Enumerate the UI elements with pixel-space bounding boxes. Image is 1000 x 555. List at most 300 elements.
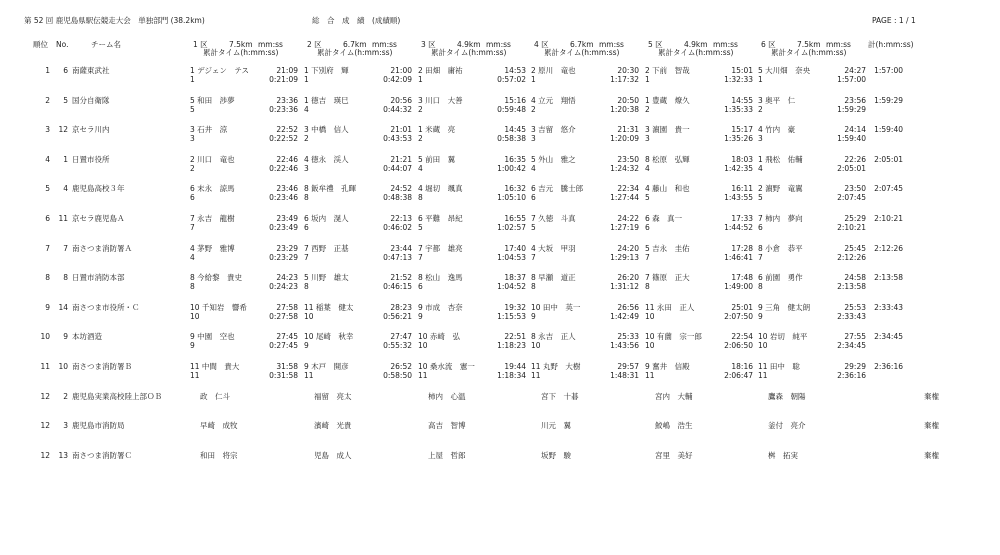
leg-cumulative-time: 2:13:58	[837, 282, 866, 292]
leg-cumulative-rank: 6	[304, 223, 309, 232]
team-name: 南さつま消防署Ｂ	[72, 362, 132, 371]
rank: 3	[45, 125, 50, 135]
leg-cumulative-rank: 3	[645, 134, 650, 144]
leg-time: 23:29	[276, 243, 298, 253]
leg-runner: 1 徳吉 瑛巳	[304, 95, 349, 105]
leg-time: 29:57	[617, 362, 639, 371]
leg-cumulative-time: 1:20:38	[610, 104, 639, 114]
leg-cumulative-rank: 9	[304, 341, 309, 351]
dns-runner: 宮内 大輔	[655, 391, 693, 401]
leg-cumulative-rank: 11	[758, 371, 768, 380]
leg-cumulative-time: 2:06:50	[724, 341, 753, 351]
leg-cumulative-rank: 3	[190, 134, 195, 144]
leg-runner: 5 吉永 圭佑	[645, 243, 690, 253]
leg-cumulative-time: 0:59:48	[497, 104, 526, 114]
team-name: 鹿児島高校３年	[72, 184, 125, 194]
rank: 5	[45, 184, 50, 194]
status-label: 棄権	[924, 450, 939, 460]
leg-time: 15:16	[504, 95, 526, 105]
leg-cumulative-time: 1:18:34	[497, 371, 526, 380]
leg-cumulative-rank: 7	[418, 252, 423, 262]
leg-cumulative-time: 0:31:58	[269, 371, 298, 380]
leg-time: 24:58	[844, 273, 866, 283]
leg-cumulative-rank: 8	[304, 282, 309, 292]
leg-time: 24:23	[276, 273, 298, 283]
leg-runner: 1 豊蔵 燎久	[645, 95, 690, 105]
leg-cumulative-rank: 3	[304, 163, 309, 173]
leg-time: 31:58	[276, 362, 298, 371]
team-name: 鹿児島市消防局	[72, 421, 125, 431]
leg-cumulative-rank: 7	[190, 223, 195, 232]
rank: 11	[40, 362, 50, 371]
team-number: 9	[63, 332, 68, 342]
leg-runner: 9 奮井 信殿	[645, 362, 690, 371]
rank: 7	[45, 243, 50, 253]
section-4-format: mm:ss	[599, 40, 624, 49]
leg-runner: 8 小倉 恭平	[758, 243, 803, 253]
dns-runner: 濱崎 光貴	[314, 421, 352, 431]
leg-cumulative-time: 1:05:10	[497, 193, 526, 203]
leg-cumulative-time: 1:04:52	[497, 282, 526, 292]
leg-cumulative-rank: 2	[190, 163, 195, 173]
leg-runner: 2 川口 竜也	[190, 154, 235, 164]
dns-runner: 釜付 亮介	[768, 421, 806, 431]
leg-cumulative-time: 1:42:35	[724, 163, 753, 173]
leg-time: 26:52	[390, 362, 412, 371]
leg-time: 17:48	[731, 273, 753, 283]
leg-cumulative-rank: 9	[190, 341, 195, 351]
team-name: 京セラ鹿児島Ａ	[72, 214, 125, 223]
leg-time: 22:13	[390, 214, 412, 223]
leg-runner: 11 永田 正人	[645, 302, 695, 312]
status-label: 棄権	[924, 421, 939, 431]
dns-runner: 柿内 心温	[428, 391, 466, 401]
leg-runner: 4 竹内 豪	[758, 125, 796, 135]
leg-runner: 3 吉留 悠介	[531, 125, 576, 135]
total-time: 2:36:16	[874, 362, 903, 371]
leg-time: 22:46	[276, 154, 298, 164]
team-name: 日置市消防本部	[72, 273, 125, 283]
leg-cumulative-time: 1:31:12	[610, 282, 639, 292]
leg-cumulative-rank: 10	[758, 341, 768, 351]
section-6-label: 6 区	[761, 40, 776, 49]
leg-runner: 4 立元 翔悟	[531, 95, 576, 105]
leg-cumulative-rank: 1	[758, 75, 763, 84]
leg-cumulative-rank: 9	[758, 311, 763, 321]
leg-runner: 6 平難 昂紀	[418, 214, 463, 223]
leg-runner: 2 濵野 竜翼	[758, 184, 803, 194]
leg-cumulative-rank: 11	[304, 371, 314, 380]
leg-runner: 10 桑水流 憲一	[418, 362, 475, 371]
leg-cumulative-rank: 3	[758, 134, 763, 144]
leg-cumulative-time: 1:48:31	[610, 371, 639, 380]
section-2-cumulative-header: 累計タイム(h:mm:ss)	[317, 48, 393, 57]
leg-cumulative-time: 0:58:50	[383, 371, 412, 380]
leg-cumulative-rank: 9	[531, 311, 536, 321]
leg-cumulative-rank: 2	[418, 104, 423, 114]
leg-time: 24:20	[617, 243, 639, 253]
leg-cumulative-rank: 10	[645, 311, 655, 321]
leg-runner: 1 飛松 佑輔	[758, 154, 803, 164]
leg-cumulative-time: 1:35:33	[724, 104, 753, 114]
leg-runner: 11 田中 聡	[758, 362, 800, 371]
team-number: 11	[58, 214, 68, 223]
leg-cumulative-time: 2:33:43	[837, 311, 866, 321]
leg-runner: 5 外山 雅之	[531, 154, 576, 164]
total-time: 2:13:58	[874, 273, 903, 283]
dns-runner: 鮫嶋 浩生	[655, 421, 693, 431]
leg-cumulative-time: 1:27:19	[610, 223, 639, 232]
leg-cumulative-rank: 6	[531, 193, 536, 203]
leg-runner: 4 藤山 和也	[645, 184, 690, 194]
rank: 12	[40, 450, 50, 460]
leg-cumulative-rank: 4	[190, 252, 195, 262]
leg-cumulative-time: 0:22:46	[269, 163, 298, 173]
rank: 10	[40, 332, 50, 342]
leg-cumulative-time: 0:22:52	[269, 134, 298, 144]
leg-runner: 8 永吉 正人	[531, 332, 576, 342]
leg-runner: 2 原川 竜也	[531, 66, 576, 75]
dns-runner: 坂野 駿	[541, 450, 571, 460]
total-time: 2:33:43	[874, 302, 903, 312]
leg-cumulative-rank: 4	[304, 104, 309, 114]
section-4-label: 4 区	[534, 40, 549, 49]
leg-time: 20:56	[390, 95, 412, 105]
leg-runner: 6 坂内 滉人	[304, 214, 349, 223]
leg-runner: 11 中間 貴大	[190, 362, 240, 371]
leg-cumulative-rank: 4	[645, 163, 650, 173]
leg-cumulative-rank: 8	[531, 282, 536, 292]
rank: 6	[45, 214, 50, 223]
leg-time: 22:34	[617, 184, 639, 194]
leg-runner: 10 有薗 宗一郎	[645, 332, 702, 342]
leg-time: 18:16	[731, 362, 753, 371]
leg-time: 22:52	[276, 125, 298, 135]
leg-cumulative-rank: 4	[531, 163, 536, 173]
team-name: 南さつま消防署Ｃ	[72, 450, 132, 460]
leg-cumulative-rank: 2	[645, 104, 650, 114]
leg-runner: 1 米蔵 亮	[418, 125, 456, 135]
leg-time: 23:56	[844, 95, 866, 105]
leg-time: 21:00	[390, 66, 412, 75]
leg-cumulative-time: 1:59:29	[837, 104, 866, 114]
leg-time: 23:46	[276, 184, 298, 194]
leg-cumulative-rank: 11	[418, 371, 428, 380]
leg-cumulative-rank: 10	[418, 341, 428, 351]
leg-time: 19:32	[504, 302, 526, 312]
leg-cumulative-time: 1:17:32	[610, 75, 639, 84]
leg-time: 14:45	[504, 125, 526, 135]
leg-cumulative-time: 2:05:01	[837, 163, 866, 173]
rank: 12	[40, 421, 50, 431]
leg-cumulative-rank: 4	[758, 163, 763, 173]
section-2-label: 2 区	[307, 40, 322, 49]
leg-time: 17:33	[731, 214, 753, 223]
leg-cumulative-time: 0:24:23	[269, 282, 298, 292]
leg-runner: 6 吉元 騰士郎	[531, 184, 584, 194]
leg-cumulative-rank: 5	[645, 193, 650, 203]
section-5-label: 5 区	[648, 40, 663, 49]
team-name: 南さつま市役所・Ｃ	[72, 302, 140, 312]
leg-cumulative-rank: 11	[645, 371, 655, 380]
dns-runner: 桝 拓実	[768, 450, 798, 460]
leg-cumulative-time: 1:27:44	[610, 193, 639, 203]
leg-cumulative-time: 0:57:02	[497, 75, 526, 84]
dns-runner: 高吉 智博	[428, 421, 466, 431]
leg-cumulative-time: 0:55:32	[383, 341, 412, 351]
leg-cumulative-time: 0:23:36	[269, 104, 298, 114]
leg-runner: 7 篠原 正大	[645, 273, 690, 283]
leg-time: 23:50	[844, 184, 866, 194]
leg-runner: 11 稲葉 健太	[304, 302, 354, 312]
leg-time: 27:45	[276, 332, 298, 342]
leg-runner: 4 茅野 雅博	[190, 243, 235, 253]
dns-runner: 宮里 美好	[655, 450, 693, 460]
leg-cumulative-rank: 6	[418, 282, 423, 292]
leg-time: 25:53	[844, 302, 866, 312]
leg-runner: 5 川野 雄太	[304, 273, 349, 283]
page-number: PAGE : 1 / 1	[872, 16, 916, 25]
leg-cumulative-time: 1:59:40	[837, 134, 866, 144]
rank: 12	[40, 391, 50, 401]
leg-cumulative-time: 1:46:41	[724, 252, 753, 262]
team-name: 南さつま消防署Ａ	[72, 243, 132, 253]
leg-runner: 1 下別府 輝	[304, 66, 349, 75]
leg-time: 19:44	[504, 362, 526, 371]
leg-runner: 9 市成 杏奈	[418, 302, 463, 312]
section-5-format: mm:ss	[713, 40, 738, 49]
section-3-format: mm:ss	[486, 40, 511, 49]
leg-cumulative-time: 2:07:45	[837, 193, 866, 203]
team-number: 6	[63, 66, 68, 75]
leg-time: 22:26	[844, 154, 866, 164]
leg-cumulative-rank: 8	[418, 193, 423, 203]
leg-time: 24:22	[617, 214, 639, 223]
leg-time: 15:17	[731, 125, 753, 135]
total-time: 1:57:00	[874, 66, 903, 75]
team-number: 7	[63, 243, 68, 253]
dns-runner: 和田 将宗	[200, 450, 238, 460]
leg-time: 24:52	[390, 184, 412, 194]
leg-time: 26:56	[617, 302, 639, 312]
leg-cumulative-rank: 10	[531, 341, 541, 351]
rank: 4	[45, 154, 50, 164]
leg-cumulative-rank: 6	[758, 223, 763, 232]
section-6-format: mm:ss	[826, 40, 851, 49]
leg-cumulative-time: 0:44:07	[383, 163, 412, 173]
leg-cumulative-rank: 8	[304, 193, 309, 203]
leg-runner: 10 岩切 純平	[758, 332, 808, 342]
leg-runner: 7 宇都 雄亮	[418, 243, 463, 253]
leg-runner: 4 徳永 渓人	[304, 154, 349, 164]
leg-runner: 3 川口 大善	[418, 95, 463, 105]
leg-cumulative-time: 1:29:13	[610, 252, 639, 262]
leg-runner: 5 大川畑 奈央	[758, 66, 811, 75]
leg-cumulative-time: 2:07:50	[724, 311, 753, 321]
total-time: 1:59:40	[874, 125, 903, 135]
leg-time: 25:45	[844, 243, 866, 253]
leg-cumulative-rank: 1	[304, 75, 309, 84]
leg-runner: 1 デジェン テス	[190, 66, 250, 75]
section-5-distance: 4.9km	[684, 40, 708, 49]
leg-cumulative-time: 0:58:38	[497, 134, 526, 144]
leg-time: 20:50	[617, 95, 639, 105]
leg-cumulative-time: 1:49:00	[724, 282, 753, 292]
leg-cumulative-time: 0:44:32	[383, 104, 412, 114]
dns-runner: 上屋 哲郎	[428, 450, 466, 460]
leg-cumulative-rank: 7	[758, 252, 763, 262]
leg-cumulative-rank: 10	[645, 341, 655, 351]
section-1-format: mm:ss	[258, 40, 283, 49]
rank: 8	[45, 273, 50, 283]
team-number: 4	[63, 184, 68, 194]
leg-cumulative-time: 1:00:42	[497, 163, 526, 173]
leg-time: 23:44	[390, 243, 412, 253]
leg-cumulative-time: 1:43:56	[610, 341, 639, 351]
leg-cumulative-time: 2:06:47	[724, 371, 753, 380]
leg-runner: 8 今給黎 貴史	[190, 273, 243, 283]
leg-cumulative-rank: 9	[418, 311, 423, 321]
leg-cumulative-rank: 1	[418, 75, 423, 84]
leg-cumulative-rank: 5	[190, 104, 195, 114]
leg-runner: 10 千知岩 響希	[190, 302, 247, 312]
leg-cumulative-time: 1:42:49	[610, 311, 639, 321]
leg-time: 18:03	[731, 154, 753, 164]
leg-runner: 4 堀切 颯真	[418, 184, 463, 194]
team-name: 鹿児島実業高校陸上部ＯＢ	[72, 391, 162, 401]
dns-runner: 早崎 成牧	[200, 421, 238, 431]
leg-cumulative-rank: 11	[531, 371, 541, 380]
leg-runner: 7 久徳 斗真	[531, 214, 576, 223]
section-2-distance: 6.7km	[343, 40, 367, 49]
leg-cumulative-rank: 7	[645, 252, 650, 262]
section-6-distance: 7.5km	[797, 40, 821, 49]
leg-cumulative-time: 0:46:15	[383, 282, 412, 292]
leg-cumulative-rank: 1	[531, 75, 536, 84]
leg-runner: 9 三角 健太朗	[758, 302, 811, 312]
leg-cumulative-time: 1:32:33	[724, 75, 753, 84]
leg-runner: 8 松原 弘輝	[645, 154, 690, 164]
team-number: 1	[63, 154, 68, 164]
leg-cumulative-time: 0:21:09	[269, 75, 298, 84]
section-3-cumulative-header: 累計タイム(h:mm:ss)	[431, 48, 507, 57]
leg-runner: 5 和田 渉夢	[190, 95, 235, 105]
leg-runner: 7 西野 正基	[304, 243, 349, 253]
col-rank-header: 順位	[33, 40, 48, 49]
leg-runner: 9 木戸 開彦	[304, 362, 349, 371]
section-1-distance: 7.5km	[229, 40, 253, 49]
leg-runner: 6 森 真一	[645, 214, 683, 223]
leg-cumulative-rank: 2	[531, 104, 536, 114]
leg-cumulative-rank: 2	[304, 134, 309, 144]
dns-runner: 福留 亮太	[314, 391, 352, 401]
leg-cumulative-time: 1:20:09	[610, 134, 639, 144]
section-6-cumulative-header: 累計タイム(h:mm:ss)	[771, 48, 847, 57]
leg-time: 23:49	[276, 214, 298, 223]
total-time: 2:12:26	[874, 243, 903, 253]
team-number: 12	[58, 125, 68, 135]
leg-time: 16:55	[504, 214, 526, 223]
leg-cumulative-time: 2:10:21	[837, 223, 866, 232]
total-time: 2:05:01	[874, 154, 903, 164]
team-number: 8	[63, 273, 68, 283]
leg-time: 24:14	[844, 125, 866, 135]
team-name: 日置市役所	[72, 154, 110, 164]
leg-runner: 3 奥平 仁	[758, 95, 796, 105]
leg-time: 14:55	[731, 95, 753, 105]
leg-cumulative-rank: 5	[418, 223, 423, 232]
col-total-header: 計(h:mm:ss)	[868, 40, 914, 49]
leg-runner: 3 中橋 信人	[304, 125, 349, 135]
leg-cumulative-time: 1:43:55	[724, 193, 753, 203]
team-number: 3	[63, 421, 68, 431]
rank: 9	[45, 302, 50, 312]
leg-runner: 3 石井 涼	[190, 125, 228, 135]
leg-time: 16:32	[504, 184, 526, 194]
total-time: 2:34:45	[874, 332, 903, 342]
leg-time: 25:33	[617, 332, 639, 342]
leg-time: 17:28	[731, 243, 753, 253]
leg-runner: 8 松山 逸馬	[418, 273, 463, 283]
leg-cumulative-time: 0:27:45	[269, 341, 298, 351]
leg-cumulative-rank: 11	[190, 371, 200, 380]
rank: 1	[45, 66, 50, 75]
leg-cumulative-time: 0:27:58	[269, 311, 298, 321]
leg-time: 23:50	[617, 154, 639, 164]
leg-runner: 2 田畑 庸祐	[418, 66, 463, 75]
leg-time: 21:01	[390, 125, 412, 135]
leg-runner: 9 中園 空也	[190, 332, 235, 342]
leg-cumulative-time: 1:35:26	[724, 134, 753, 144]
leg-time: 27:55	[844, 332, 866, 342]
leg-cumulative-rank: 7	[304, 252, 309, 262]
leg-time: 27:58	[276, 302, 298, 312]
leg-cumulative-rank: 5	[531, 223, 536, 232]
leg-time: 15:01	[731, 66, 753, 75]
leg-time: 21:09	[276, 66, 298, 75]
leg-time: 20:30	[617, 66, 639, 75]
leg-cumulative-rank: 1	[645, 75, 650, 84]
leg-cumulative-time: 2:34:45	[837, 341, 866, 351]
team-number: 13	[58, 450, 68, 460]
leg-cumulative-time: 1:18:23	[497, 341, 526, 351]
leg-cumulative-rank: 7	[531, 252, 536, 262]
leg-cumulative-time: 1:57:00	[837, 75, 866, 84]
leg-cumulative-time: 1:04:53	[497, 252, 526, 262]
total-time: 1:59:29	[874, 95, 903, 105]
team-number: 5	[63, 95, 68, 105]
leg-cumulative-rank: 2	[418, 134, 423, 144]
leg-cumulative-rank: 6	[645, 223, 650, 232]
leg-cumulative-time: 0:48:38	[383, 193, 412, 203]
leg-runner: 10 赤崎 弘	[418, 332, 460, 342]
leg-time: 26:20	[617, 273, 639, 283]
leg-runner: 2 下前 智哉	[645, 66, 690, 75]
leg-runner: 7 柿内 夢向	[758, 214, 803, 223]
leg-time: 14:53	[504, 66, 526, 75]
leg-time: 28:23	[390, 302, 412, 312]
section-4-distance: 6.7km	[570, 40, 594, 49]
section-1-cumulative-header: 累計タイム(h:mm:ss)	[203, 48, 279, 57]
dns-runner: 鷹森 朝陽	[768, 391, 806, 401]
leg-runner: 5 前田 翼	[418, 154, 456, 164]
leg-time: 23:36	[276, 95, 298, 105]
leg-runner: 6 末永 諒馬	[190, 184, 235, 194]
leg-runner: 3 濵園 貴一	[645, 125, 690, 135]
leg-cumulative-time: 0:43:53	[383, 134, 412, 144]
leg-cumulative-time: 2:36:16	[837, 371, 866, 380]
leg-runner: 11 丸野 大樹	[531, 362, 581, 371]
